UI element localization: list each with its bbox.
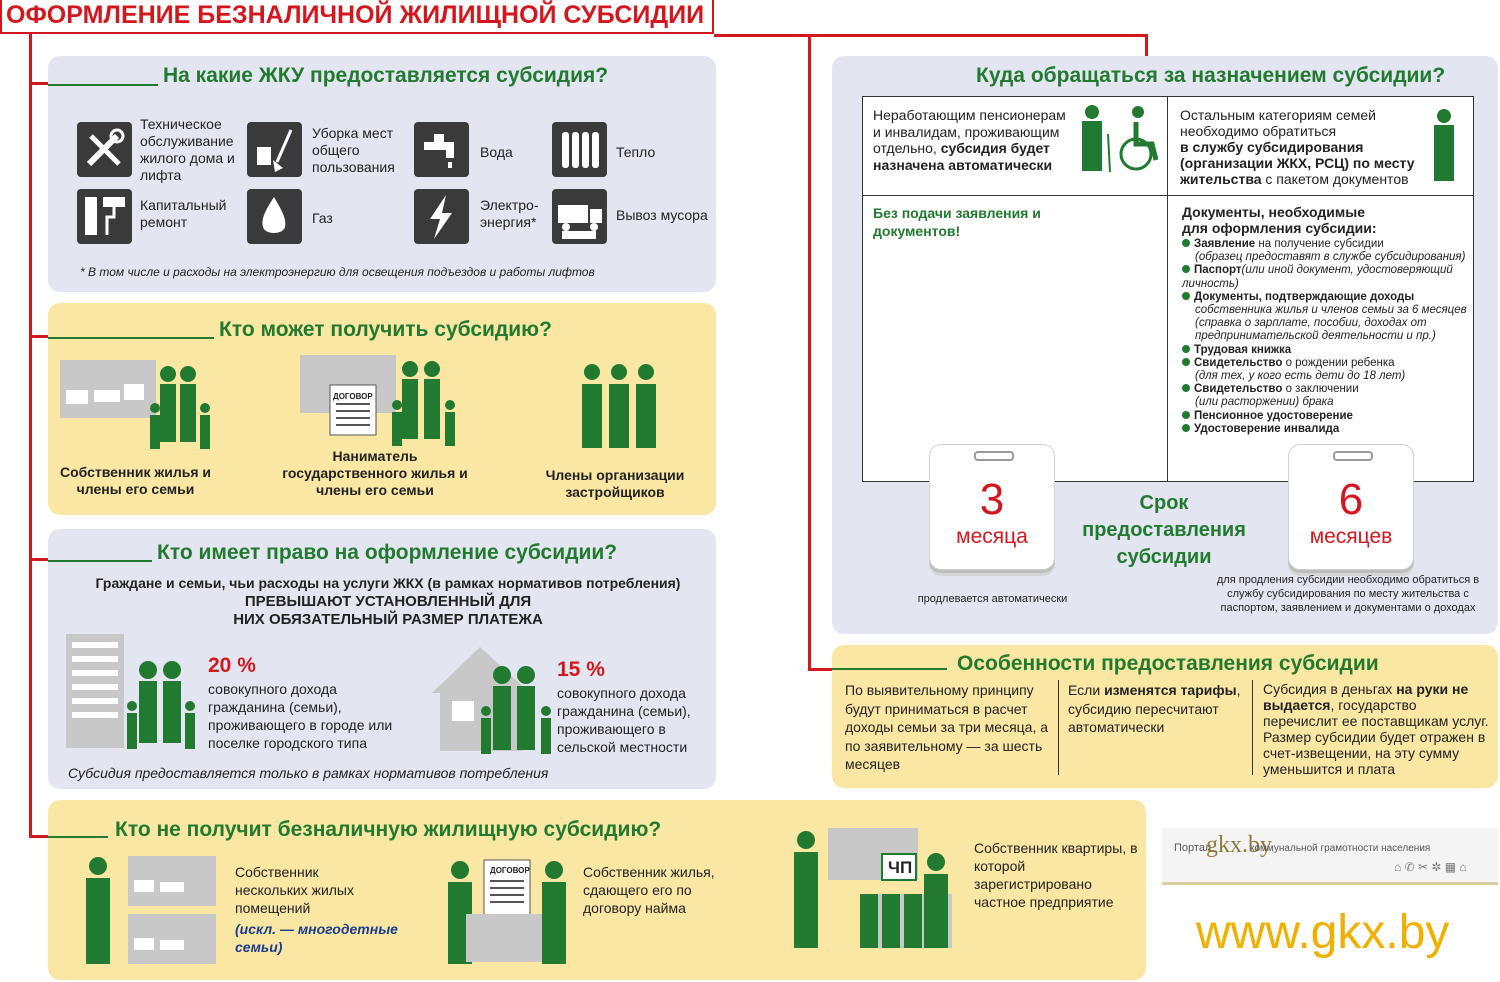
features-col2-rest: , субсидию пересчитают автоматически <box>1068 682 1241 735</box>
tenant-family-icon <box>300 355 465 450</box>
bullet-icon <box>1182 292 1190 300</box>
doc-bold: Заявление <box>1194 238 1256 250</box>
radiator-icon <box>552 122 607 177</box>
doc-note: собственника жилья и членов семьи за 6 месяцев (справка о зарплате, пособии, доходах от предпринимательской деятельности и пр.) <box>1195 304 1467 343</box>
bullet-icon <box>1182 424 1190 432</box>
term-label: Срок предоставления субсидии <box>1082 492 1246 568</box>
bullet-icon <box>1182 411 1190 419</box>
features-heading: Особенности предоставления субсидии <box>957 652 1379 675</box>
pensioners-line <box>873 140 1083 157</box>
calendar-number: 3 <box>979 475 1005 524</box>
bullet-icon <box>1182 345 1190 353</box>
heading-underline <box>48 337 214 339</box>
service-label: Вывоз мусора <box>616 207 708 223</box>
doc-note: (образец предоставят в службе субсидирования) <box>1195 251 1466 264</box>
heading-underline <box>48 836 108 838</box>
bullet-icon <box>1182 384 1190 392</box>
doc-bold: Свидетельство <box>1194 356 1283 369</box>
pensioner-wheelchair-icon <box>1074 104 1164 174</box>
contract-doc-label: ДОГОВОР <box>490 866 530 875</box>
gas-flame-icon <box>247 189 302 244</box>
docs-list <box>1182 238 1472 436</box>
service-label: Тепло <box>616 144 656 160</box>
eligibility-heading: Кто имеет право на оформление субсидии? <box>157 541 618 564</box>
faucet-icon <box>414 122 469 177</box>
no-application-text: Без подачи заявления и документов! <box>873 205 1041 239</box>
calendar-6-months <box>1288 444 1414 570</box>
doc-bold: Свидетельство <box>1194 383 1283 396</box>
service-label: Уборка мест общего пользования <box>312 125 395 175</box>
portal-logo <box>1162 828 1498 885</box>
portal-label: Портал <box>1174 842 1212 854</box>
services-footnote: * В том числе и расходы на электроэнергию для освещения подъездов и работы лифтов <box>80 265 595 279</box>
pensioners-text <box>873 107 1083 173</box>
not-eligible-text: Собственник нескольких жилых помещений <box>235 864 354 916</box>
doc-note: (для тех, у кого есть дети до 18 лет) <box>1195 370 1406 383</box>
connector-line <box>29 558 49 561</box>
doc-note: (или иной документ, удостоверяющий личность) <box>1182 264 1453 290</box>
service-label: Газ <box>312 210 333 226</box>
eligibility-intro-bold: ПРЕВЫШАЮТ УСТАНОВЛЕННЫЙ ДЛЯ НИХ ОБЯЗАТЕЛЬНЫЙ РАЗМЕР ПЛАТЕЖА <box>233 593 543 628</box>
doc-bold: Удостоверение инвалида <box>1194 422 1340 435</box>
not-eligible-note: (искл. — многодетные семьи) <box>235 921 398 955</box>
pensioners-prefix: отдельно, <box>873 140 941 156</box>
others-line <box>1180 171 1450 187</box>
where-heading: Куда обращаться за назначением субсидии? <box>976 64 1446 87</box>
calendar-unit: месяца <box>956 525 1028 548</box>
rural-text: совокупного дохода гражданина (семьи), проживающего в сельской местности <box>557 685 691 755</box>
calendar-caption: продлевается автоматически <box>917 593 1068 605</box>
portal-service-icons: ⌂ ✆ ✂ ✲ ▦ ⌂ <box>1394 860 1467 874</box>
heading-underline <box>48 560 152 562</box>
lightning-icon <box>414 189 469 244</box>
calendar-rings-icon <box>1333 451 1373 461</box>
doc-rest: на получение субсидии <box>1255 238 1384 250</box>
person-icon <box>1430 108 1458 182</box>
portal-brand: gkx.by <box>1206 832 1272 858</box>
doc-bold: Документы, подтверждающие доходы <box>1194 290 1415 303</box>
others-line: Остальным категориям семей <box>1180 107 1376 123</box>
features-col1: По выявительному принципу будут приниматься в расчет доходы семьи за три месяца, а по заявительному — за шесть месяцев <box>845 682 1049 772</box>
docs-heading: Документы, необходимые для оформления субсидии: <box>1182 204 1377 236</box>
doc-item <box>1182 357 1472 370</box>
column-divider <box>1058 680 1059 775</box>
paint-roller-icon <box>77 189 132 244</box>
features-col3-rest: , государство перечислит ее поставщикам услуг. Размер субсидии будет отражен в счет-извещении, на эту сумму уменьшится и плата <box>1263 697 1489 777</box>
eligibility-intro: Граждане и семьи, чьи расходы на услуги ЖКХ (в рамках нормативов потребления) <box>95 575 681 591</box>
garbage-truck-icon <box>552 189 607 244</box>
connector-line <box>29 835 49 838</box>
broom-icon <box>247 122 302 177</box>
calendar-unit: месяцев <box>1309 525 1393 548</box>
city-percent: 20 % <box>208 654 256 677</box>
private-enterprise-sign: ЧП <box>888 858 913 877</box>
portal-url[interactable]: www.gkx.by <box>1196 906 1450 959</box>
connector-line <box>29 34 32 837</box>
doc-item <box>1182 423 1472 436</box>
multiple-owner-icon <box>80 856 220 968</box>
rural-percent: 15 % <box>557 658 605 681</box>
connector-line <box>29 82 49 85</box>
features-col2-prefix: Если <box>1068 682 1105 698</box>
connector-line <box>808 34 811 670</box>
doc-bold: Паспорт <box>1194 264 1242 277</box>
doc-rest: о заключении <box>1282 383 1359 396</box>
calendar-rings-icon <box>974 451 1014 461</box>
service-label: Вода <box>480 144 513 160</box>
bullet-icon <box>1182 265 1190 273</box>
doc-item <box>1182 264 1472 290</box>
doc-note: (или расторжении) брака <box>1195 396 1334 409</box>
table-divider-vertical <box>1167 96 1168 482</box>
features-col3 <box>1263 681 1493 777</box>
pensioners-bold: субсидия будет <box>940 140 1050 156</box>
portal-tagline: коммунальной грамотности населения <box>1250 843 1431 854</box>
connector-line <box>29 335 49 338</box>
who-gets-heading: Кто может получить субсидию? <box>219 318 552 341</box>
calendar-number: 6 <box>1338 475 1364 524</box>
bullet-icon <box>1182 358 1190 366</box>
doc-item <box>1182 291 1472 304</box>
table-divider-horizontal <box>862 195 1474 196</box>
city-text: совокупного дохода гражданина (семьи), проживающего в городе или поселке городского типа <box>208 681 393 751</box>
pensioners-line: и инвалидам, проживающим <box>873 123 1060 140</box>
heading-underline <box>832 668 947 670</box>
city-building-icon <box>66 634 206 752</box>
others-bold: жительства <box>1180 171 1262 187</box>
doc-bold: Трудовая книжка <box>1194 343 1292 356</box>
contract-doc-label: ДОГОВОР <box>333 392 373 401</box>
doc-item <box>1182 410 1472 423</box>
others-line: необходимо обратиться <box>1180 123 1337 139</box>
who-gets-label: Наниматель государственного жилья и члены его семьи <box>282 448 468 498</box>
connector-line <box>1145 34 1148 56</box>
private-enterprise-icon <box>784 828 964 952</box>
services-heading: На какие ЖКУ предоставляется субсидия? <box>163 64 609 87</box>
features-col3-prefix: Субсидия в деньгах <box>1263 681 1397 697</box>
connector-line <box>808 668 832 671</box>
others-bold: (организации ЖКХ, РСЦ) по месту <box>1180 155 1415 171</box>
service-label: Капитальный ремонт <box>140 197 227 230</box>
doc-item <box>1182 344 1472 357</box>
page-title: ОФОРМЛЕНИЕ БЕЗНАЛИЧНОЙ ЖИЛИЩНОЙ СУБСИДИИ <box>6 1 705 29</box>
pensioners-line: Неработающим пенсионерам <box>873 107 1066 123</box>
service-label: Электро-энергия* <box>480 197 539 230</box>
eligibility-note: Субсидия предоставляется только в рамках нормативов потребления <box>68 765 549 781</box>
calendar-3-months <box>929 444 1055 570</box>
features-col2-bold: изменятся тарифы <box>1104 682 1237 698</box>
features-col2 <box>1068 681 1248 737</box>
not-eligible-text: Собственник квартиры, в которой зарегистрировано частное предприятие <box>974 840 1138 910</box>
calendar-caption: для продления субсидии необходимо обратиться в службу субсидирования по месту жительства с паспортом, заявлением и документами о доходах <box>1216 574 1480 614</box>
rural-house-icon <box>430 643 555 755</box>
doc-item <box>1182 238 1472 251</box>
tools-icon <box>77 122 132 177</box>
pensioners-bold: назначена автоматически <box>873 156 1053 173</box>
not-eligible-text: Собственник жилья, сдающего его по договору найма <box>583 864 715 916</box>
not-eligible-heading: Кто не получит безналичную жилищную субсидию? <box>115 818 662 841</box>
column-divider <box>1252 680 1253 775</box>
connector-line <box>714 34 1148 37</box>
bullet-icon <box>1182 239 1190 247</box>
features-col3-bold: на руки не выдается <box>1263 681 1469 713</box>
others-rest: с пакетом документов <box>1261 171 1409 187</box>
who-gets-label: Собственник жилья и члены его семьи <box>59 464 212 497</box>
developers-group-icon <box>578 362 660 450</box>
doc-rest: о рождении ребенка <box>1282 356 1395 369</box>
others-text <box>1180 107 1450 187</box>
service-label: Техническое обслуживание жилого дома и лифта <box>140 116 235 183</box>
who-gets-label: Члены организации застройщиков <box>545 467 685 500</box>
others-bold: в службу субсидирования <box>1180 139 1364 155</box>
doc-bold: Пенсионное удостоверение <box>1194 409 1353 422</box>
owner-family-icon <box>60 360 220 452</box>
doc-item <box>1182 383 1472 396</box>
heading-underline <box>48 84 158 86</box>
